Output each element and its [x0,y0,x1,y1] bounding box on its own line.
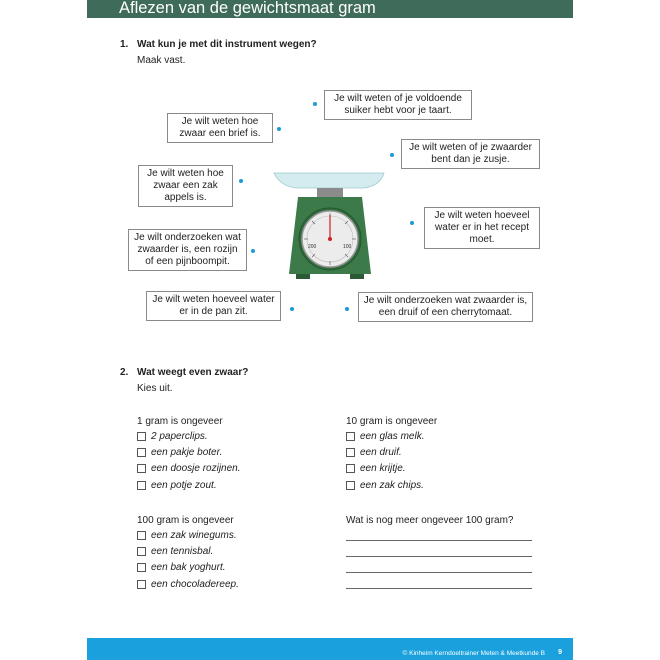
option-label: een krijtje. [360,463,406,474]
option-label: een druif. [360,447,402,458]
box-line: een druif of een cherrytomaat. [378,307,513,318]
checkbox[interactable] [346,432,355,441]
option-label: een doosje rozijnen. [151,463,241,474]
question-2-number: 2. [120,367,129,378]
question-1-text: Wat kun je met dit instrument wegen? [137,39,317,50]
box-line: Je wilt weten of je zwaarder [409,142,532,153]
box-line: moet. [469,234,495,245]
checkbox[interactable] [137,464,146,473]
option-100-gram[interactable] [137,546,213,557]
checkbox[interactable] [137,580,146,589]
option-label: een potje zout. [151,480,217,491]
option-1-gram[interactable] [137,463,241,474]
option-100-gram[interactable] [137,562,226,573]
answer-line[interactable] [346,556,532,557]
dial-label: 100 [343,244,352,250]
connect-dot[interactable] [410,221,414,225]
answer-box-recept[interactable] [424,207,540,249]
question-2-instruction: Kies uit. [137,383,173,394]
question-1 [120,39,317,50]
answer-box-brief[interactable] [167,113,273,143]
option-label: een chocoladereep. [151,579,239,590]
connect-dot[interactable] [313,102,317,106]
option-label: een zak winegums. [151,530,237,541]
checkbox[interactable] [346,448,355,457]
option-1-gram[interactable] [137,480,217,491]
question-2-text: Wat weegt even zwaar? [137,367,249,378]
option-100-gram[interactable] [137,530,237,541]
option-label: een tennisbal. [151,546,214,557]
page-number: 9 [558,649,562,656]
connect-dot[interactable] [345,307,349,311]
option-label: een bak yoghurt. [151,562,226,573]
box-line: Je wilt weten of je voldoende [334,93,462,104]
option-1-gram[interactable] [137,447,222,458]
box-line: water er in het recept [435,222,529,233]
option-10-gram[interactable] [346,463,406,474]
group-title-10-gram: 10 gram is ongeveer [346,416,438,427]
kitchen-scale-icon [270,168,390,283]
question-1-instruction: Maak vast. [137,55,186,66]
page-header [87,0,573,18]
footer-credit: © Kinheim Kerndoeltrainer Meten & Meetkunde B [402,650,545,657]
answer-box-rozijn[interactable] [128,229,247,271]
checkbox[interactable] [137,547,146,556]
option-10-gram[interactable] [346,447,402,458]
connect-dot[interactable] [290,307,294,311]
option-10-gram[interactable] [346,431,424,442]
box-line: suiker hebt voor je taart. [344,105,452,116]
option-10-gram[interactable] [346,480,424,491]
box-line: Je wilt onderzoeken wat zwaarder is, [363,295,528,306]
option-1-gram[interactable] [137,431,208,442]
answer-box-appels[interactable] [138,165,233,207]
box-line: of een pijnboompit. [145,256,230,267]
checkbox[interactable] [346,481,355,490]
box-line: Je wilt weten hoe [147,168,224,179]
box-line: appels is. [164,192,207,203]
question-2 [120,367,248,378]
checkbox[interactable] [137,448,146,457]
option-label: een pakje boter. [151,447,223,458]
box-line: zwaar een brief is. [179,128,261,139]
page-footer [87,638,573,660]
answer-box-zusje[interactable] [401,139,540,169]
checkbox[interactable] [137,481,146,490]
option-label: een zak chips. [360,480,424,491]
answer-line[interactable] [346,588,532,589]
connect-dot[interactable] [277,127,281,131]
answer-box-pan[interactable] [146,291,281,321]
dial-label: 200 [308,244,317,250]
connect-dot[interactable] [390,153,394,157]
box-line: Je wilt onderzoeken wat [134,232,241,243]
open-question-label: Wat is nog meer ongeveer 100 gram? [346,515,514,526]
answer-line[interactable] [346,572,532,573]
answer-box-suiker[interactable] [324,90,472,120]
connect-dot[interactable] [239,179,243,183]
box-line: zwaar een zak [153,180,218,191]
page-title: Aflezen van de gewichtsmaat gram [119,0,376,17]
checkbox[interactable] [137,432,146,441]
question-1-number: 1. [120,39,129,50]
box-line: Je wilt weten hoe [181,116,259,127]
option-100-gram[interactable] [137,579,239,590]
connect-dot[interactable] [251,249,255,253]
answer-box-druif[interactable] [358,292,533,322]
box-line: bent dan je zusje. [431,154,510,165]
checkbox[interactable] [346,464,355,473]
option-label: 2 paperclips. [151,431,208,442]
checkbox[interactable] [137,563,146,572]
box-line: zwaarder is, een rozijn [137,244,238,255]
box-line: Je wilt weten hoeveel water [152,294,275,305]
group-title-1-gram: 1 gram is ongeveer [137,416,223,427]
checkbox[interactable] [137,531,146,540]
answer-line[interactable] [346,540,532,541]
box-line: er in de pan zit. [179,306,248,317]
box-line: Je wilt weten hoeveel [434,210,530,221]
group-title-100-gram: 100 gram is ongeveer [137,515,234,526]
option-label: een glas melk. [360,431,425,442]
